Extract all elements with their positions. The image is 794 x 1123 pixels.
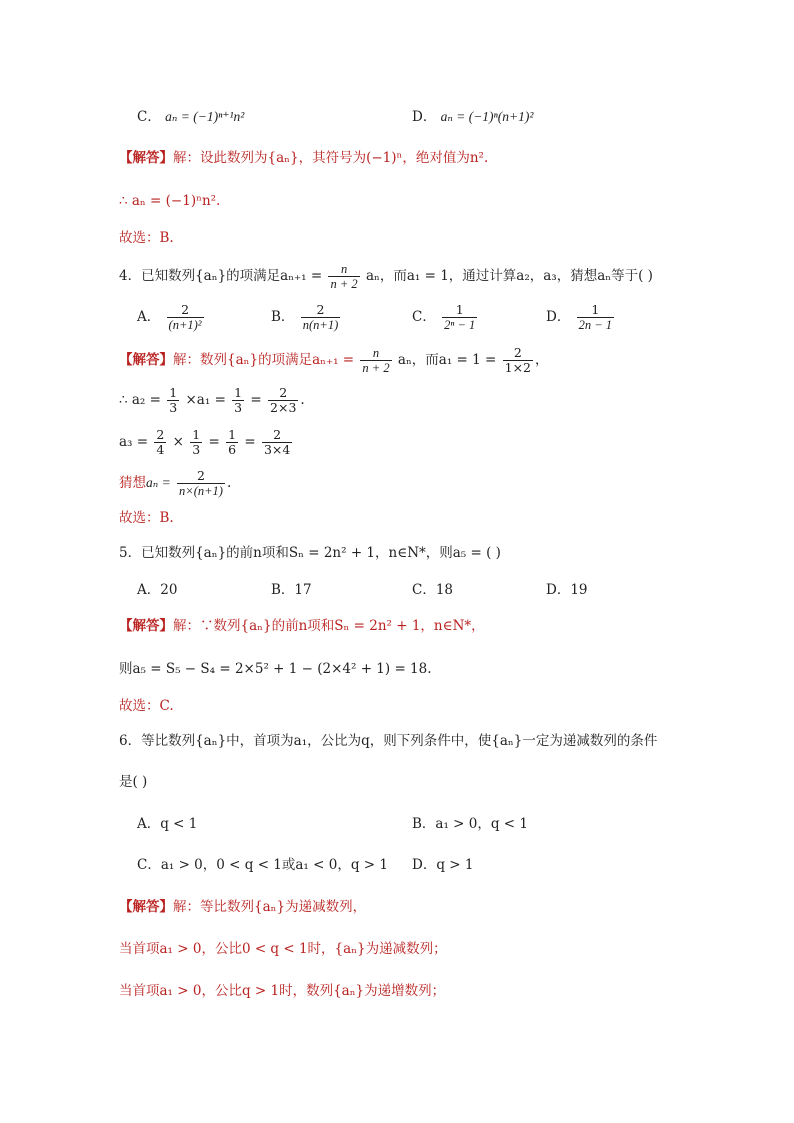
q5-option-a: [137, 580, 177, 600]
denominator: 2ⁿ − 1: [444, 318, 476, 332]
math-text: ×a₁ =: [185, 392, 226, 408]
option-value: 18: [435, 582, 454, 598]
fraction: [154, 428, 166, 457]
denominator: 3: [169, 400, 178, 415]
option-label: A．: [137, 582, 161, 598]
answer-text: 解：等比数列{aₙ}为递减数列，: [173, 899, 367, 915]
option-label: A．: [137, 309, 161, 325]
numerator: 2: [513, 345, 522, 360]
option-label: B．: [271, 582, 295, 598]
q5-answer: [119, 616, 485, 636]
stem-text: 4．已知数列{aₙ}的项满足aₙ₊₁ =: [119, 268, 323, 284]
q6-stem-line2: 是( ): [119, 774, 148, 790]
denominator: 3: [192, 442, 201, 457]
option-label: C．: [412, 582, 436, 598]
numerator: 2: [273, 427, 282, 442]
option-label: D．: [412, 109, 437, 125]
punctuation: ，: [535, 352, 549, 368]
q3-answer: [119, 148, 488, 168]
guess-label: 猜想: [119, 475, 146, 491]
option-formula: aₙ = (−1)ⁿ(n+1)²: [440, 109, 534, 124]
option-label: D．: [546, 309, 571, 325]
denominator: 3×4: [263, 442, 291, 457]
denominator: n + 2: [330, 277, 358, 291]
math-text: =: [244, 434, 256, 450]
option-label: B．: [271, 309, 295, 325]
answer-tag: 【解答】: [119, 899, 173, 915]
q3-option-c: [137, 107, 244, 127]
numerator: 1: [455, 302, 464, 317]
denominator: 1×2: [504, 360, 532, 375]
q6-option-c: C．a₁ > 0，0 < q < 1或a₁ < 0，q > 1: [137, 857, 388, 873]
q4-option-d: [546, 303, 616, 332]
q3-option-d: [412, 107, 533, 127]
q5-choice: 故选：C.: [119, 698, 174, 714]
option-label: D．: [546, 582, 571, 598]
q4-option-b: [271, 303, 342, 332]
option-label: C．: [137, 109, 161, 125]
numerator: n: [372, 346, 380, 360]
fraction: [262, 428, 292, 457]
option-label: C．: [412, 309, 436, 325]
q4-option-a: [137, 303, 206, 332]
answer-text: 解：∵数列{aₙ}的前n项和Sₙ = 2n² + 1，n∈N*，: [173, 618, 485, 634]
answer-tag: 【解答】: [119, 150, 173, 166]
denominator: 2n − 1: [578, 318, 613, 332]
q5-stem: 5．已知数列{aₙ}的前n项和Sₙ = 2n² + 1，n∈N*，则a₅ = ( ): [119, 545, 501, 561]
numerator: 2: [181, 302, 190, 317]
denominator: 2×3: [270, 400, 297, 415]
numerator: 1: [591, 302, 600, 317]
math-text: ×: [172, 434, 184, 450]
numerator: n: [340, 262, 348, 276]
fraction: [232, 386, 244, 415]
fraction: [360, 346, 391, 375]
numerator: 1: [228, 427, 237, 442]
fraction: [503, 346, 533, 375]
option-value: 19: [570, 582, 588, 598]
numerator: 1: [192, 427, 201, 442]
q6-option-a: A．q < 1: [137, 816, 198, 832]
fraction: [268, 386, 298, 415]
option-value: 20: [160, 582, 178, 598]
fraction: [301, 303, 341, 332]
fraction: [177, 469, 225, 498]
fraction: [226, 428, 238, 457]
denominator: (n+1)²: [168, 318, 202, 332]
q3-choice: 故选：B.: [119, 230, 174, 246]
q4-a2-calc: [119, 386, 305, 415]
q6-answer: [119, 897, 366, 917]
punctuation: .: [300, 392, 305, 408]
q3-therefore: ∴ aₙ = (−1)ⁿn².: [119, 193, 221, 209]
denominator: n + 2: [362, 361, 390, 375]
q4-option-c: [412, 303, 479, 332]
denominator: n×(n+1): [179, 484, 223, 498]
denominator: 6: [228, 442, 237, 457]
numerator: 2: [156, 427, 165, 442]
fraction: [442, 303, 477, 332]
q6-case2: 当首项a₁ > 0，公比q > 1时，数列{aₙ}为递增数列；: [119, 983, 446, 999]
option-formula: aₙ = (−1)ⁿ⁺¹n²: [165, 109, 245, 124]
q4-stem: [119, 262, 653, 291]
option-value: 17: [294, 582, 312, 598]
q5-calc: 则a₅ = S₅ − S₄ = 2×5² + 1 − (2×4² + 1) = 18.: [119, 661, 432, 677]
q6-case1: 当首项a₁ > 0，公比0 < q < 1时，{aₙ}为递减数列；: [119, 941, 447, 957]
q5-option-b: [271, 580, 312, 600]
q5-option-d: [546, 580, 588, 600]
numerator: 1: [169, 385, 178, 400]
q4-choice: 故选：B.: [119, 510, 174, 526]
denominator: 4: [156, 442, 165, 457]
answer-tag: 【解答】: [119, 352, 173, 368]
denominator: n(n+1): [302, 318, 339, 332]
fraction: [167, 386, 179, 415]
math-text: a₃ =: [119, 434, 149, 450]
q4-guess: [119, 469, 231, 498]
denominator: 3: [234, 400, 243, 415]
answer-text: 解：数列{aₙ}的项满足aₙ₊₁ =: [173, 352, 355, 368]
fraction: [577, 303, 614, 332]
numerator: 2: [279, 385, 288, 400]
q6-stem-line1: 6．等比数列{aₙ}中，首项为a₁，公比为q，则下列条件中，使{aₙ}一定为递减数列的条件: [119, 733, 658, 749]
q6-option-b: B．a₁ > 0，q < 1: [412, 816, 528, 832]
fraction: [167, 303, 204, 332]
answer-text: 解：设此数列为{aₙ}，其符号为(−1)ⁿ，绝对值为n².: [173, 150, 489, 166]
fraction: [190, 428, 202, 457]
answer-text: aₙ，而a₁ = 1 =: [397, 352, 497, 368]
q4-answer: [119, 346, 549, 375]
stem-text: aₙ，而a₁ = 1，通过计算a₂，a₃，猜想aₙ等于( ): [365, 268, 653, 284]
answer-tag: 【解答】: [119, 618, 173, 634]
q5-option-c: [412, 580, 453, 600]
fraction: [328, 262, 359, 291]
math-text: aₙ =: [146, 475, 171, 490]
math-text: =: [250, 392, 262, 408]
q6-option-d: D．q > 1: [412, 857, 474, 873]
math-text: =: [208, 434, 220, 450]
q4-a3-calc: [119, 428, 294, 457]
numerator: 2: [316, 302, 325, 317]
punctuation: .: [226, 475, 232, 491]
numerator: 1: [234, 385, 243, 400]
numerator: 2: [197, 468, 205, 483]
math-text: ∴ a₂ =: [119, 392, 161, 408]
